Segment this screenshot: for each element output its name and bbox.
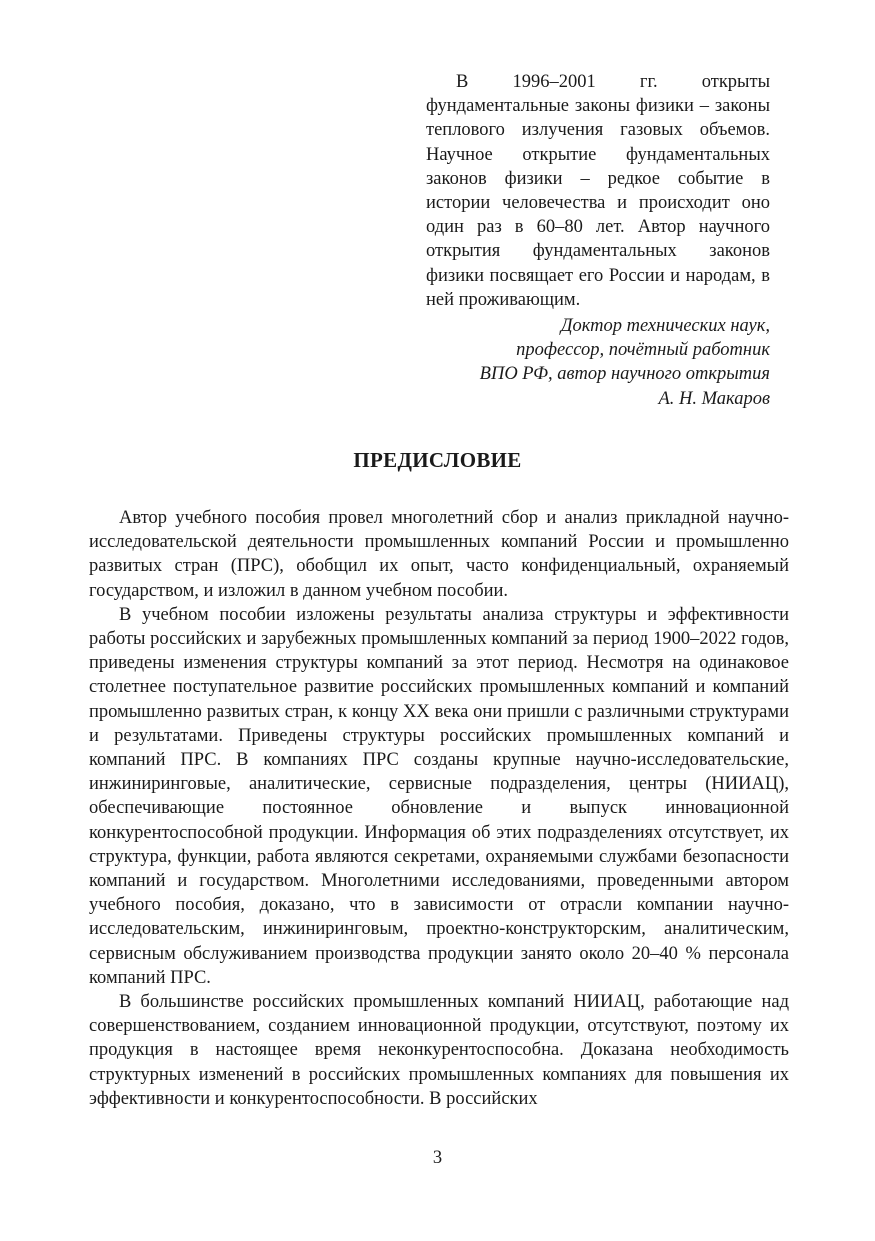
epigraph-signature bbox=[426, 314, 770, 411]
section-title: ПРЕДИСЛОВИЕ bbox=[353, 448, 522, 472]
paragraph: В учебном пособии изложены результаты анализа структуры и эффективности работы российских и зарубежных промышленных компаний за период 1900–2022 годов, приведены изменения структуры компаний за этот период. Несмотря на одинаковое столетнее поступательное развитие российских промышленных компаний и компаний промышленно развитых стран, к концу XX века они пришли с различными структурами и результатами. Приведены структуры российских промышленных компаний и компаний ПРС. В компаниях ПРС созданы крупные научно-исследовательские, инжиниринговые, аналитические, сервисные подразделения, центры (НИИАЦ), обеспечивающие постоянное обновление и выпуск инновационной конкурентоспособной продукции. Информация об этих подразделениях отсутствует, их структура, функции, работа являются секретами, охраняемыми службами безопасности компаний и государством. Многолетними исследованиями, проведенными автором учебного пособия, доказано, что в зависимости от отрасли компании научно-исследовательским, инжиниринговым, проектно-конструкторским, аналитическим, сервисным обслуживанием производства продукции занято около 20–40 % персонала компаний ПРС. bbox=[89, 604, 789, 988]
paragraph: Автор учебного пособия провел многолетний сбор и анализ прикладной научно-исследовательской деятельности промышленных компаний России и промышленно развитых стран (ПРС), обобщил их опыт, часто конфиденциальный, охраняемый государством, и изложил в данном учебном пособии. bbox=[89, 508, 789, 601]
epigraph-text: В 1996–2001 гг. открыты фундаментальные законы физики – законы теплового излучения газовых объемов. Научное открытие фундаментальных законов физики – редкое событие в истории человечества и происходит оно один раз в 60–80 лет. Автор научного открытия фундаментальных законов физики посвящает его России и народам, в ней проживающим. bbox=[426, 72, 770, 310]
signature-line: профессор, почётный работник bbox=[516, 340, 770, 361]
signature-line: Доктор технических наук, bbox=[560, 316, 770, 337]
signature-line: ВПО РФ, автор научного открытия bbox=[479, 364, 770, 385]
signature-author: А. Н. Макаров bbox=[658, 388, 770, 409]
section-body bbox=[89, 506, 789, 1111]
paragraph: В большинстве российских промышленных компаний НИИАЦ, работающие над совершенствованием, созданием инновационной продукции, отсутствуют, поэтому их продукция в настоящее время неконкурентоспособна. Доказана необходимость структурных изменений в российских промышленных компаниях для повышения их эффективности и конкурентоспособности. В российских bbox=[89, 992, 789, 1109]
page-number: 3 bbox=[432, 1148, 443, 1168]
epigraph bbox=[426, 70, 770, 411]
